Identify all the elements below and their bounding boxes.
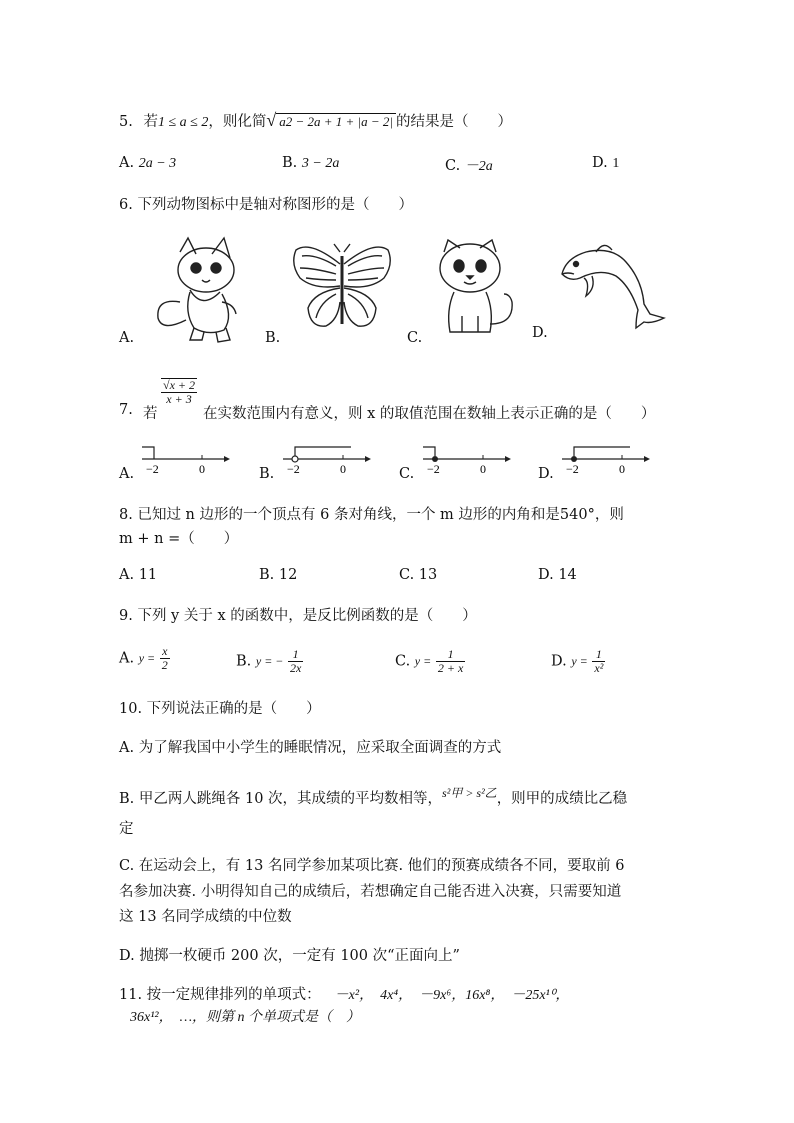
q7-option-b[interactable]: B.: [259, 466, 275, 482]
tick-right: 0: [340, 462, 346, 476]
q7-suffix: 在实数范围内有意义，则 x 的取值范围在数轴上表示正确的是（ ）: [203, 406, 656, 422]
q10-option-d[interactable]: D. 抛掷一枚硬币 200 次，一定有 100 次“正面向上”: [119, 948, 460, 964]
q11-terms: －x²， 4x⁴， －9x⁶，16x⁸， －25x¹⁰，: [334, 988, 570, 1003]
q7-option-a[interactable]: A.: [119, 466, 135, 482]
q7-numberline-c: [421, 442, 511, 476]
q8-line2: m + n =（ ）: [119, 531, 239, 547]
q5-condition: 1 ≤ a ≤ 2: [157, 115, 209, 130]
q6-option-b[interactable]: B.: [265, 330, 281, 346]
q8-option-d[interactable]: D. 14: [538, 567, 577, 583]
q9-option-d[interactable]: D. y = $\frac{1}{\text{x²}}$: [551, 647, 604, 675]
q10-stem: 10. 下列说法正确的是（ ）: [119, 701, 321, 717]
q7-option-c[interactable]: C.: [399, 466, 415, 482]
cat-icon: [432, 238, 524, 338]
q7-fraction: $\frac{√x + 2}{x + 3}$: [163, 378, 196, 406]
tick-right: 0: [480, 462, 486, 476]
q5-mid: ，则化简: [208, 114, 267, 130]
q8-option-a[interactable]: A. 11: [119, 567, 158, 583]
q5-option-c[interactable]: C. －2a: [445, 158, 493, 174]
q5-option-a[interactable]: A. 2a − 3: [119, 155, 177, 171]
q7-numberline-d: [560, 442, 650, 476]
q8-option-c[interactable]: C. 13: [399, 567, 438, 583]
tick-right: 0: [619, 462, 625, 476]
tick-left: −2: [427, 462, 440, 476]
fox-cub-icon: [150, 232, 250, 347]
q7-prefix: 若: [143, 406, 158, 422]
q5-number: 5.: [119, 114, 133, 130]
q6-option-c[interactable]: C.: [407, 330, 423, 346]
q7-radical: √: [163, 378, 170, 392]
q8-line1: 8. 已知过 n 边形的一个顶点有 6 条对角线，一个 m 边形的内角和是540°，则: [119, 507, 624, 523]
tick-left: −2: [287, 462, 300, 476]
tick-left: −2: [146, 462, 159, 476]
q6-stem: 6. 下列动物图标中是轴对称图形的是（ ）: [119, 197, 413, 213]
q9-stem: 9. 下列 y 关于 x 的函数中，是反比例函数的是（ ）: [119, 608, 477, 624]
q11-line1: 11. 按一定规律排列的单项式： －x²， 4x⁴， －9x⁶，16x⁸， －25x¹⁰，: [119, 987, 570, 1003]
q10-variance-compare: s²甲 > s²乙: [442, 786, 497, 800]
q11-line2: 36x¹²， …，则第 n 个单项式是（ ）: [130, 1010, 361, 1025]
q7-option-d[interactable]: D.: [538, 466, 554, 482]
q5-stem: [119, 110, 512, 131]
q10-option-a[interactable]: A. 为了解我国中小学生的睡眠情况，应采取全面调查的方式: [119, 740, 502, 756]
q5-option-b[interactable]: B. 3 − 2a: [282, 155, 340, 171]
q6-option-d[interactable]: D.: [532, 325, 548, 341]
q7-numberline-b: [281, 442, 371, 476]
q10-option-c-line3: 这 13 名同学成绩的中位数: [119, 909, 292, 925]
dolphin-icon: [556, 238, 668, 330]
q9-option-b[interactable]: B. y = − $\frac{1}{2x}$: [236, 647, 302, 675]
q5-option-d[interactable]: D. 1: [592, 155, 620, 171]
q9-option-a[interactable]: A. y = $\frac{x}{2}$: [119, 644, 168, 672]
q6-option-a[interactable]: A.: [119, 330, 135, 346]
tick-right: 0: [199, 462, 205, 476]
q8-option-b[interactable]: B. 12: [259, 567, 298, 583]
q10-option-c-line1[interactable]: C. 在运动会上，有 13 名同学参加某项比赛. 他们的预赛成绩各不同，要取前 6: [119, 858, 625, 874]
q5-prefix: 若: [143, 114, 158, 130]
q10-option-b-cont: 定: [119, 821, 134, 837]
q9-option-c[interactable]: C. y = $\frac{1}{2 + x}$: [395, 647, 464, 675]
q10-option-c-line2: 名参加决赛. 小明得知自己的成绩后，若想确定自己能否进入决赛，只需要知道: [119, 884, 622, 900]
q5-radicand: a2 − 2a + 1 + |a − 2|: [276, 113, 396, 130]
q10-option-b[interactable]: B. 甲乙两人跳绳各 10 次，其成绩的平均数相等，$^{s^2甲 > s^2乙}$，则甲的成绩比乙稳: [119, 786, 628, 807]
tick-left: −2: [566, 462, 579, 476]
q5-suffix: 的结果是（ ）: [395, 114, 512, 130]
butterfly-icon: [290, 242, 395, 334]
q7-numberline-a: [140, 442, 230, 476]
q5-radical: √: [266, 110, 277, 130]
q7-number: 7.: [119, 402, 133, 418]
